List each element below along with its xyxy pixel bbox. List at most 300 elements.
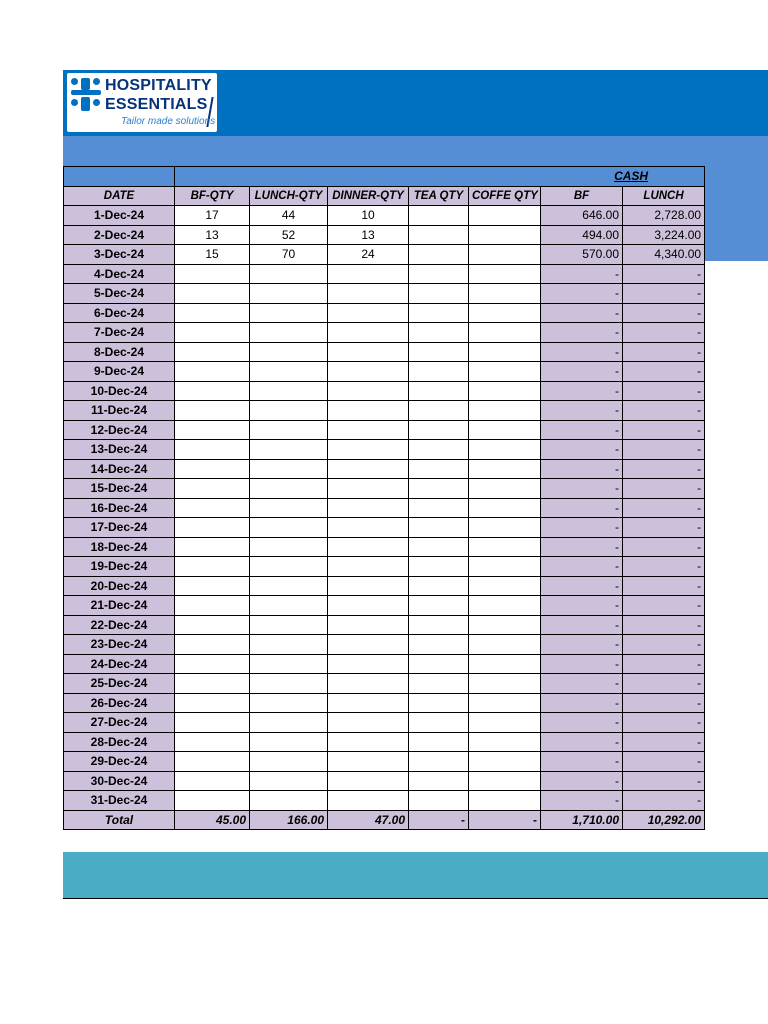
date-cell[interactable]: 31-Dec-24 — [64, 791, 175, 811]
bf-amount-cell[interactable]: - — [541, 303, 623, 323]
tea-qty-cell[interactable] — [409, 791, 469, 811]
lunch-qty-cell[interactable] — [250, 713, 328, 733]
bf-amount-cell[interactable]: - — [541, 498, 623, 518]
tea-qty-cell[interactable] — [409, 674, 469, 694]
tea-qty-cell[interactable] — [409, 245, 469, 265]
date-cell[interactable]: 25-Dec-24 — [64, 674, 175, 694]
bf-qty-cell[interactable] — [175, 264, 250, 284]
tea-qty-cell[interactable] — [409, 635, 469, 655]
bf-qty-cell[interactable] — [175, 303, 250, 323]
table-row — [64, 323, 705, 343]
dinner-qty-cell[interactable] — [328, 381, 409, 401]
bf-amount-cell[interactable]: - — [541, 615, 623, 635]
bf-qty-cell[interactable] — [175, 284, 250, 304]
logo-tagline: Tailor made solutions — [121, 116, 216, 127]
bf-qty-cell[interactable] — [175, 342, 250, 362]
coffe-qty-cell[interactable] — [469, 401, 541, 421]
tea-qty-cell[interactable] — [409, 264, 469, 284]
table-row — [64, 693, 705, 713]
cash-header-row — [64, 167, 705, 187]
lunch-qty-cell[interactable] — [250, 771, 328, 791]
bf-qty-cell[interactable] — [175, 401, 250, 421]
dinner-qty-cell[interactable] — [328, 479, 409, 499]
lunch-amount-cell[interactable]: 4,340.00 — [623, 245, 705, 265]
bf-amount-cell[interactable]: 570.00 — [541, 245, 623, 265]
dinner-qty-cell[interactable] — [328, 459, 409, 479]
bf-qty-cell[interactable] — [175, 557, 250, 577]
lunch-qty-cell[interactable] — [250, 596, 328, 616]
lunch-qty-cell[interactable] — [250, 674, 328, 694]
coffe-qty-cell[interactable] — [469, 791, 541, 811]
bf-amount-cell[interactable]: - — [541, 518, 623, 538]
dinner-qty-cell[interactable] — [328, 713, 409, 733]
coffe-qty-cell[interactable] — [469, 323, 541, 343]
tea-qty-cell[interactable] — [409, 498, 469, 518]
bf-qty-cell[interactable] — [175, 674, 250, 694]
lunch-amount-cell[interactable]: - — [623, 498, 705, 518]
coffe-qty-cell[interactable] — [469, 674, 541, 694]
tea-qty-cell[interactable] — [409, 732, 469, 752]
bf-qty-cell[interactable] — [175, 440, 250, 460]
bf-amount-cell[interactable]: - — [541, 596, 623, 616]
bf-amount-cell[interactable]: - — [541, 264, 623, 284]
coffe-qty-cell[interactable] — [469, 557, 541, 577]
bf-amount-cell[interactable]: - — [541, 732, 623, 752]
subheader-band — [63, 136, 768, 166]
lunch-amount-cell[interactable]: - — [623, 362, 705, 382]
logo-line-2: ESSENTIALS — [105, 96, 208, 113]
date-cell[interactable]: 27-Dec-24 — [64, 713, 175, 733]
tea-qty-cell[interactable] — [409, 576, 469, 596]
dinner-qty-cell[interactable] — [328, 635, 409, 655]
tea-qty-cell[interactable] — [409, 206, 469, 226]
tea-qty-cell[interactable] — [409, 713, 469, 733]
totals-row — [64, 810, 705, 830]
lunch-qty-cell[interactable] — [250, 342, 328, 362]
coffe-qty-cell[interactable] — [469, 381, 541, 401]
coffe-qty-cell[interactable] — [469, 206, 541, 226]
coffe-qty-cell[interactable] — [469, 245, 541, 265]
tea-qty-cell[interactable] — [409, 323, 469, 343]
lunch-qty-cell[interactable] — [250, 303, 328, 323]
tea-qty-cell[interactable] — [409, 284, 469, 304]
lunch-amount-cell[interactable]: - — [623, 615, 705, 635]
lunch-amount-cell[interactable]: - — [623, 713, 705, 733]
lunch-amount-cell[interactable]: 2,728.00 — [623, 206, 705, 226]
table-row — [64, 264, 705, 284]
date-cell[interactable]: 21-Dec-24 — [64, 596, 175, 616]
lunch-amount-cell[interactable]: - — [623, 674, 705, 694]
lunch-amount-cell[interactable]: 3,224.00 — [623, 225, 705, 245]
tea-qty-cell[interactable] — [409, 557, 469, 577]
dinner-qty-cell[interactable] — [328, 284, 409, 304]
bf-qty-cell[interactable] — [175, 479, 250, 499]
date-cell[interactable]: 11-Dec-24 — [64, 401, 175, 421]
lunch-amount-cell[interactable]: - — [623, 576, 705, 596]
bf-qty-cell[interactable] — [175, 459, 250, 479]
tea-qty-cell[interactable] — [409, 381, 469, 401]
bf-qty-cell[interactable] — [175, 576, 250, 596]
date-cell[interactable]: 15-Dec-24 — [64, 479, 175, 499]
bf-amount-cell[interactable]: - — [541, 771, 623, 791]
tea-qty-cell[interactable] — [409, 693, 469, 713]
coffe-qty-cell[interactable] — [469, 752, 541, 772]
table-row — [64, 615, 705, 635]
bf-qty-cell[interactable] — [175, 732, 250, 752]
lunch-amount-cell[interactable]: - — [623, 732, 705, 752]
totals-label: Total — [64, 810, 175, 830]
coffe-qty-cell[interactable] — [469, 264, 541, 284]
date-cell[interactable]: 23-Dec-24 — [64, 635, 175, 655]
tea-qty-cell[interactable] — [409, 362, 469, 382]
bf-qty-cell[interactable] — [175, 713, 250, 733]
date-cell[interactable]: 5-Dec-24 — [64, 284, 175, 304]
tea-qty-cell[interactable] — [409, 537, 469, 557]
tea-qty-cell[interactable] — [409, 420, 469, 440]
lunch-amount-cell[interactable]: - — [623, 381, 705, 401]
coffe-qty-cell[interactable] — [469, 420, 541, 440]
dinner-qty-cell[interactable] — [328, 342, 409, 362]
table-row — [64, 440, 705, 460]
bf-qty-cell[interactable]: 13 — [175, 225, 250, 245]
lunch-amount-cell[interactable]: - — [623, 303, 705, 323]
bf-qty-cell[interactable] — [175, 635, 250, 655]
total-bf-amount: 1,710.00 — [541, 810, 623, 830]
total-tea-qty: - — [409, 810, 469, 830]
date-cell[interactable]: 12-Dec-24 — [64, 420, 175, 440]
table-row — [64, 576, 705, 596]
date-cell[interactable]: 6-Dec-24 — [64, 303, 175, 323]
coffe-qty-cell[interactable] — [469, 635, 541, 655]
lunch-qty-cell[interactable] — [250, 362, 328, 382]
lunch-amount-cell[interactable]: - — [623, 420, 705, 440]
lunch-qty-cell[interactable] — [250, 557, 328, 577]
tea-qty-cell[interactable] — [409, 225, 469, 245]
bf-amount-cell[interactable]: - — [541, 635, 623, 655]
date-cell[interactable]: 18-Dec-24 — [64, 537, 175, 557]
lunch-amount-cell[interactable]: - — [623, 537, 705, 557]
coffe-qty-cell[interactable] — [469, 459, 541, 479]
bf-amount-cell[interactable]: - — [541, 752, 623, 772]
tea-qty-cell[interactable] — [409, 459, 469, 479]
coffe-qty-cell[interactable] — [469, 537, 541, 557]
lunch-qty-cell[interactable] — [250, 264, 328, 284]
bf-amount-cell[interactable]: - — [541, 459, 623, 479]
lunch-amount-cell[interactable]: - — [623, 323, 705, 343]
bf-amount-cell[interactable]: - — [541, 362, 623, 382]
table-row — [64, 498, 705, 518]
date-cell[interactable]: 2-Dec-24 — [64, 225, 175, 245]
dinner-qty-cell[interactable] — [328, 303, 409, 323]
bf-amount-cell[interactable]: - — [541, 576, 623, 596]
dinner-qty-cell[interactable] — [328, 732, 409, 752]
dinner-qty-cell[interactable] — [328, 362, 409, 382]
bf-amount-cell[interactable]: - — [541, 791, 623, 811]
coffe-qty-cell[interactable] — [469, 342, 541, 362]
table-row — [64, 732, 705, 752]
dinner-qty-cell[interactable] — [328, 518, 409, 538]
date-cell[interactable]: 8-Dec-24 — [64, 342, 175, 362]
column-header-row — [64, 186, 705, 206]
date-cell[interactable]: 19-Dec-24 — [64, 557, 175, 577]
bf-amount-cell[interactable]: - — [541, 479, 623, 499]
table-row — [64, 303, 705, 323]
lunch-amount-cell[interactable]: - — [623, 459, 705, 479]
lunch-qty-cell[interactable] — [250, 401, 328, 421]
coffe-qty-cell[interactable] — [469, 362, 541, 382]
dinner-qty-cell[interactable] — [328, 615, 409, 635]
coffe-qty-cell[interactable] — [469, 576, 541, 596]
table-row — [64, 206, 705, 226]
bf-amount-cell[interactable]: - — [541, 342, 623, 362]
date-cell[interactable]: 14-Dec-24 — [64, 459, 175, 479]
bf-qty-cell[interactable] — [175, 323, 250, 343]
tea-qty-cell[interactable] — [409, 596, 469, 616]
table-row — [64, 537, 705, 557]
bf-qty-cell[interactable] — [175, 381, 250, 401]
bf-amount-cell[interactable]: 494.00 — [541, 225, 623, 245]
bf-qty-cell[interactable] — [175, 362, 250, 382]
bf-amount-cell[interactable]: 646.00 — [541, 206, 623, 226]
logo-line-1: HOSPITALITY — [105, 77, 212, 94]
table-row — [64, 674, 705, 694]
bf-qty-cell[interactable] — [175, 654, 250, 674]
lunch-amount-cell[interactable]: - — [623, 635, 705, 655]
dinner-qty-cell[interactable] — [328, 791, 409, 811]
table-row — [64, 791, 705, 811]
dinner-qty-cell[interactable] — [328, 420, 409, 440]
bf-amount-cell[interactable]: - — [541, 381, 623, 401]
lunch-amount-cell[interactable]: - — [623, 752, 705, 772]
lunch-amount-cell[interactable]: - — [623, 791, 705, 811]
coffe-qty-cell[interactable] — [469, 479, 541, 499]
lunch-qty-cell[interactable] — [250, 323, 328, 343]
sales-table — [63, 166, 705, 830]
dinner-qty-cell[interactable] — [328, 440, 409, 460]
column-header: DINNER-QTY — [328, 186, 409, 206]
tea-qty-cell[interactable] — [409, 615, 469, 635]
dinner-qty-cell[interactable]: 24 — [328, 245, 409, 265]
table-row — [64, 654, 705, 674]
bf-amount-cell[interactable]: - — [541, 323, 623, 343]
date-cell[interactable]: 30-Dec-24 — [64, 771, 175, 791]
cash-header-cell — [175, 167, 705, 187]
lunch-amount-cell[interactable]: - — [623, 284, 705, 304]
bf-amount-cell[interactable]: - — [541, 440, 623, 460]
total-dinner-qty: 47.00 — [328, 810, 409, 830]
bf-qty-cell[interactable] — [175, 771, 250, 791]
total-coffe-qty: - — [469, 810, 541, 830]
tea-qty-cell[interactable] — [409, 479, 469, 499]
date-cell[interactable]: 24-Dec-24 — [64, 654, 175, 674]
coffe-qty-cell[interactable] — [469, 596, 541, 616]
lunch-qty-cell[interactable]: 52 — [250, 225, 328, 245]
dinner-qty-cell[interactable] — [328, 693, 409, 713]
lunch-amount-cell[interactable]: - — [623, 264, 705, 284]
bf-amount-cell[interactable]: - — [541, 537, 623, 557]
dinner-qty-cell[interactable] — [328, 771, 409, 791]
bf-amount-cell[interactable]: - — [541, 674, 623, 694]
lunch-qty-cell[interactable] — [250, 440, 328, 460]
lunch-qty-cell[interactable] — [250, 693, 328, 713]
date-cell[interactable]: 13-Dec-24 — [64, 440, 175, 460]
coffe-qty-cell[interactable] — [469, 713, 541, 733]
date-cell[interactable]: 1-Dec-24 — [64, 206, 175, 226]
bf-qty-cell[interactable] — [175, 518, 250, 538]
lunch-amount-cell[interactable]: - — [623, 693, 705, 713]
lunch-amount-cell[interactable]: - — [623, 342, 705, 362]
date-cell[interactable]: 9-Dec-24 — [64, 362, 175, 382]
table-row — [64, 342, 705, 362]
company-logo — [67, 73, 217, 132]
coffe-qty-cell[interactable] — [469, 498, 541, 518]
lunch-qty-cell[interactable] — [250, 420, 328, 440]
table-row — [64, 381, 705, 401]
lunch-amount-cell[interactable]: - — [623, 518, 705, 538]
coffe-qty-cell[interactable] — [469, 284, 541, 304]
lunch-qty-cell[interactable] — [250, 537, 328, 557]
lunch-qty-cell[interactable] — [250, 732, 328, 752]
date-cell[interactable]: 26-Dec-24 — [64, 693, 175, 713]
bf-amount-cell[interactable]: - — [541, 654, 623, 674]
dinner-qty-cell[interactable] — [328, 264, 409, 284]
tea-qty-cell[interactable] — [409, 752, 469, 772]
table-row — [64, 401, 705, 421]
lunch-qty-cell[interactable] — [250, 635, 328, 655]
cash-label: CASH — [614, 169, 649, 184]
lunch-amount-cell[interactable]: - — [623, 440, 705, 460]
coffe-qty-cell[interactable] — [469, 732, 541, 752]
table-row — [64, 771, 705, 791]
lunch-qty-cell[interactable] — [250, 615, 328, 635]
coffe-qty-cell[interactable] — [469, 615, 541, 635]
table-row — [64, 245, 705, 265]
coffe-qty-cell[interactable] — [469, 518, 541, 538]
date-cell[interactable]: 4-Dec-24 — [64, 264, 175, 284]
table-row — [64, 459, 705, 479]
lunch-qty-cell[interactable] — [250, 576, 328, 596]
header-band — [63, 70, 768, 136]
coffe-qty-cell[interactable] — [469, 225, 541, 245]
column-header: LUNCH — [623, 186, 705, 206]
lunch-qty-cell[interactable] — [250, 479, 328, 499]
total-lunch-amount: 10,292.00 — [623, 810, 705, 830]
dinner-qty-cell[interactable] — [328, 537, 409, 557]
coffe-qty-cell[interactable] — [469, 693, 541, 713]
column-header: BF — [541, 186, 623, 206]
coffe-qty-cell[interactable] — [469, 654, 541, 674]
bf-qty-cell[interactable] — [175, 752, 250, 772]
bf-qty-cell[interactable] — [175, 596, 250, 616]
lunch-qty-cell[interactable] — [250, 791, 328, 811]
tea-qty-cell[interactable] — [409, 440, 469, 460]
dinner-qty-cell[interactable] — [328, 401, 409, 421]
date-cell[interactable]: 7-Dec-24 — [64, 323, 175, 343]
tea-qty-cell[interactable] — [409, 518, 469, 538]
lunch-amount-cell[interactable]: - — [623, 557, 705, 577]
tea-qty-cell[interactable] — [409, 303, 469, 323]
coffe-qty-cell[interactable] — [469, 440, 541, 460]
tea-qty-cell[interactable] — [409, 342, 469, 362]
table-row — [64, 557, 705, 577]
column-header: COFFE QTY — [469, 186, 541, 206]
dinner-qty-cell[interactable] — [328, 498, 409, 518]
total-bf-qty: 45.00 — [175, 810, 250, 830]
bf-amount-cell[interactable]: - — [541, 284, 623, 304]
bf-amount-cell[interactable]: - — [541, 693, 623, 713]
lunch-qty-cell[interactable] — [250, 654, 328, 674]
date-cell[interactable]: 29-Dec-24 — [64, 752, 175, 772]
date-cell[interactable]: 16-Dec-24 — [64, 498, 175, 518]
lunch-amount-cell[interactable]: - — [623, 654, 705, 674]
dinner-qty-cell[interactable] — [328, 596, 409, 616]
lunch-qty-cell[interactable] — [250, 381, 328, 401]
table-row — [64, 479, 705, 499]
lunch-qty-cell[interactable] — [250, 498, 328, 518]
bf-qty-cell[interactable] — [175, 791, 250, 811]
right-header-band — [704, 136, 768, 261]
lunch-amount-cell[interactable]: - — [623, 401, 705, 421]
footer-band — [63, 852, 768, 899]
lunch-amount-cell[interactable]: - — [623, 479, 705, 499]
tea-qty-cell[interactable] — [409, 771, 469, 791]
date-cell[interactable]: 17-Dec-24 — [64, 518, 175, 538]
bf-amount-cell[interactable]: - — [541, 401, 623, 421]
dinner-qty-cell[interactable] — [328, 752, 409, 772]
column-header: LUNCH-QTY — [250, 186, 328, 206]
bf-qty-cell[interactable] — [175, 615, 250, 635]
bf-qty-cell[interactable]: 15 — [175, 245, 250, 265]
bf-qty-cell[interactable] — [175, 537, 250, 557]
table-row — [64, 284, 705, 304]
tea-qty-cell[interactable] — [409, 654, 469, 674]
dinner-qty-cell[interactable] — [328, 674, 409, 694]
lunch-amount-cell[interactable]: - — [623, 771, 705, 791]
lunch-qty-cell[interactable] — [250, 518, 328, 538]
lunch-qty-cell[interactable] — [250, 752, 328, 772]
lunch-qty-cell[interactable]: 44 — [250, 206, 328, 226]
bf-amount-cell[interactable]: - — [541, 420, 623, 440]
tea-qty-cell[interactable] — [409, 401, 469, 421]
date-cell[interactable]: 28-Dec-24 — [64, 732, 175, 752]
lunch-qty-cell[interactable]: 70 — [250, 245, 328, 265]
bf-amount-cell[interactable]: - — [541, 557, 623, 577]
dinner-qty-cell[interactable]: 10 — [328, 206, 409, 226]
dinner-qty-cell[interactable] — [328, 323, 409, 343]
lunch-amount-cell[interactable]: - — [623, 596, 705, 616]
table-row — [64, 225, 705, 245]
bf-qty-cell[interactable] — [175, 498, 250, 518]
bf-qty-cell[interactable] — [175, 420, 250, 440]
dinner-qty-cell[interactable] — [328, 576, 409, 596]
bf-qty-cell[interactable] — [175, 693, 250, 713]
dinner-qty-cell[interactable] — [328, 557, 409, 577]
dinner-qty-cell[interactable] — [328, 654, 409, 674]
lunch-qty-cell[interactable] — [250, 284, 328, 304]
column-header: TEA QTY — [409, 186, 469, 206]
date-cell[interactable]: 20-Dec-24 — [64, 576, 175, 596]
date-cell[interactable]: 10-Dec-24 — [64, 381, 175, 401]
bf-qty-cell[interactable]: 17 — [175, 206, 250, 226]
coffe-qty-cell[interactable] — [469, 771, 541, 791]
date-cell[interactable]: 22-Dec-24 — [64, 615, 175, 635]
total-lunch-qty: 166.00 — [250, 810, 328, 830]
bf-amount-cell[interactable]: - — [541, 713, 623, 733]
dinner-qty-cell[interactable]: 13 — [328, 225, 409, 245]
coffe-qty-cell[interactable] — [469, 303, 541, 323]
lunch-qty-cell[interactable] — [250, 459, 328, 479]
date-cell[interactable]: 3-Dec-24 — [64, 245, 175, 265]
